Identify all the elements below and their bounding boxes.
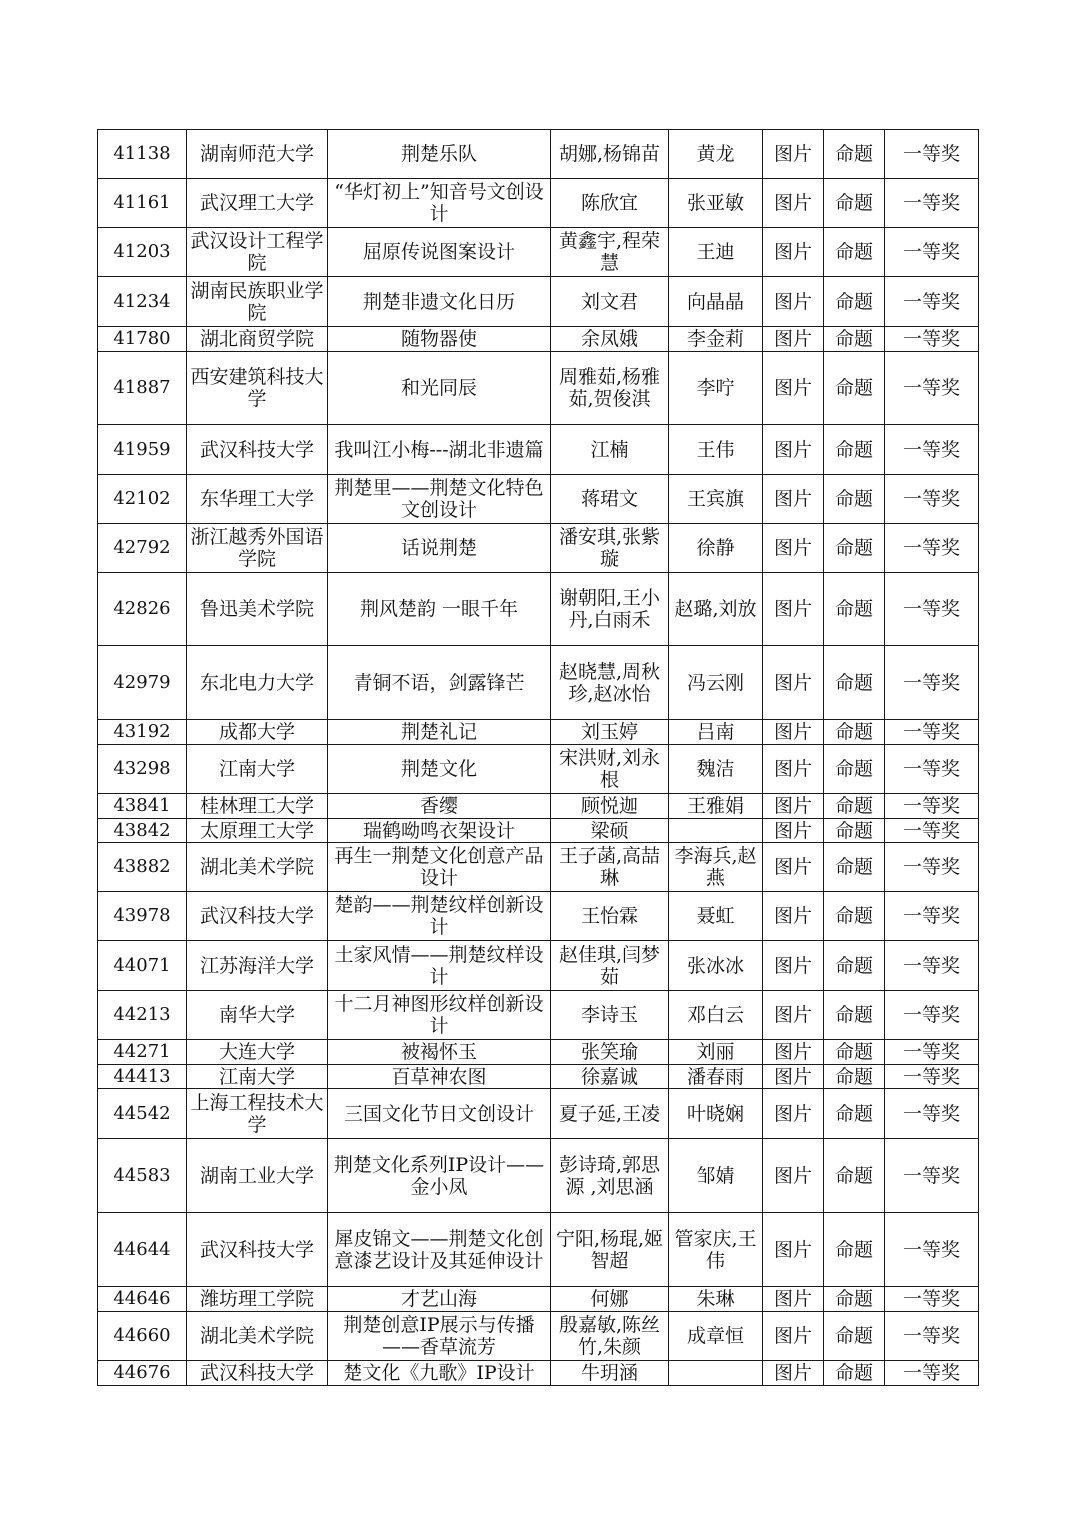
advisor-cell: [669, 1361, 763, 1386]
school-cell: 浙江越秀外国语学院: [187, 524, 328, 573]
advisor-cell: 邹婧: [669, 1139, 763, 1213]
school-cell: 上海工程技术大学: [187, 1089, 328, 1139]
table-row: [98, 819, 979, 843]
award-cell: 一等奖: [885, 228, 979, 277]
award-cell: 一等奖: [885, 1287, 979, 1312]
entry-id-cell: 43298: [98, 745, 187, 794]
table-row: [98, 228, 979, 277]
work-title-cell: 荆楚文化系列IP设计——金小凤: [328, 1139, 551, 1213]
work-title-cell: 楚韵——荆楚纹样创新设计: [328, 892, 551, 941]
authors-cell: 周雅茹,杨雅茹,贺俊淇: [551, 352, 669, 425]
authors-cell: 赵晓慧,周秋珍,赵冰怡: [551, 646, 669, 720]
entry-id-cell: 44542: [98, 1089, 187, 1139]
entry-id-cell: 44660: [98, 1312, 187, 1361]
category-cell: 命题: [824, 819, 885, 843]
authors-cell: 宁阳,杨琨,姬智超: [551, 1213, 669, 1287]
work-title-cell: 才艺山海: [328, 1287, 551, 1312]
authors-cell: 李诗玉: [551, 991, 669, 1040]
authors-cell: 彭诗琦,郭思源 ,刘思涵: [551, 1139, 669, 1213]
advisor-cell: 潘春雨: [669, 1065, 763, 1089]
category-cell: 命题: [824, 130, 885, 179]
award-cell: 一等奖: [885, 1065, 979, 1089]
format-cell: 图片: [763, 130, 824, 179]
authors-cell: 何娜: [551, 1287, 669, 1312]
award-cell: 一等奖: [885, 352, 979, 425]
school-cell: 桂林理工大学: [187, 794, 328, 819]
category-cell: 命题: [824, 892, 885, 941]
entry-id-cell: 43978: [98, 892, 187, 941]
work-title-cell: 随物器使: [328, 327, 551, 352]
table-row: [98, 1361, 979, 1386]
school-cell: 江南大学: [187, 1065, 328, 1089]
school-cell: 武汉科技大学: [187, 425, 328, 475]
entry-id-cell: 44583: [98, 1139, 187, 1213]
entry-id-cell: 41780: [98, 327, 187, 352]
entry-id-cell: 44271: [98, 1040, 187, 1065]
category-cell: 命题: [824, 941, 885, 991]
award-cell: 一等奖: [885, 475, 979, 524]
entry-id-cell: 42102: [98, 475, 187, 524]
authors-cell: 刘文君: [551, 277, 669, 327]
table-row: [98, 941, 979, 991]
authors-cell: 刘玉婷: [551, 720, 669, 745]
authors-cell: 顾悦迦: [551, 794, 669, 819]
work-title-cell: 荆楚乐队: [328, 130, 551, 179]
authors-cell: 赵佳琪,闫梦茹: [551, 941, 669, 991]
advisor-cell: 魏洁: [669, 745, 763, 794]
award-cell: 一等奖: [885, 1040, 979, 1065]
format-cell: 图片: [763, 352, 824, 425]
advisor-cell: 叶晓娴: [669, 1089, 763, 1139]
award-cell: 一等奖: [885, 1213, 979, 1287]
entry-id-cell: 41161: [98, 179, 187, 228]
table-row: [98, 1213, 979, 1287]
advisor-cell: 成章恒: [669, 1312, 763, 1361]
category-cell: 命题: [824, 524, 885, 573]
entry-id-cell: 44071: [98, 941, 187, 991]
format-cell: 图片: [763, 1361, 824, 1386]
award-cell: 一等奖: [885, 425, 979, 475]
authors-cell: 胡娜,杨锦苗: [551, 130, 669, 179]
advisor-cell: 管家庆,王伟: [669, 1213, 763, 1287]
format-cell: 图片: [763, 1065, 824, 1089]
work-title-cell: 荆楚礼记: [328, 720, 551, 745]
format-cell: 图片: [763, 941, 824, 991]
category-cell: 命题: [824, 1213, 885, 1287]
authors-cell: 陈欣宜: [551, 179, 669, 228]
authors-cell: 夏子延,王凌: [551, 1089, 669, 1139]
entry-id-cell: 41203: [98, 228, 187, 277]
table-row: [98, 179, 979, 228]
school-cell: 武汉科技大学: [187, 1213, 328, 1287]
category-cell: 命题: [824, 843, 885, 892]
school-cell: 东北电力大学: [187, 646, 328, 720]
table-body: [98, 130, 979, 1386]
work-title-cell: 楚文化《九歌》IP设计: [328, 1361, 551, 1386]
work-title-cell: 青铜不语，剑露锋芒: [328, 646, 551, 720]
award-cell: 一等奖: [885, 745, 979, 794]
category-cell: 命题: [824, 646, 885, 720]
award-cell: 一等奖: [885, 646, 979, 720]
category-cell: 命题: [824, 1065, 885, 1089]
work-title-cell: 犀皮锦文——荆楚文化创意漆艺设计及其延伸设计: [328, 1213, 551, 1287]
table-row: [98, 745, 979, 794]
work-title-cell: 荆楚非遗文化日历: [328, 277, 551, 327]
award-cell: 一等奖: [885, 327, 979, 352]
format-cell: 图片: [763, 646, 824, 720]
school-cell: 江苏海洋大学: [187, 941, 328, 991]
category-cell: 命题: [824, 228, 885, 277]
authors-cell: 谢朝阳,王小丹,白雨禾: [551, 573, 669, 646]
school-cell: 武汉设计工程学院: [187, 228, 328, 277]
category-cell: 命题: [824, 1139, 885, 1213]
school-cell: 太原理工大学: [187, 819, 328, 843]
authors-cell: 王子菡,高喆琳: [551, 843, 669, 892]
category-cell: 命题: [824, 277, 885, 327]
award-cell: 一等奖: [885, 1139, 979, 1213]
table-row: [98, 991, 979, 1040]
category-cell: 命题: [824, 1287, 885, 1312]
entry-id-cell: 42979: [98, 646, 187, 720]
format-cell: 图片: [763, 794, 824, 819]
award-cell: 一等奖: [885, 819, 979, 843]
award-cell: 一等奖: [885, 130, 979, 179]
category-cell: 命题: [824, 475, 885, 524]
format-cell: 图片: [763, 892, 824, 941]
format-cell: 图片: [763, 228, 824, 277]
authors-cell: 徐嘉诚: [551, 1065, 669, 1089]
work-title-cell: 荆风楚韵 一眼千年: [328, 573, 551, 646]
advisor-cell: 邓白云: [669, 991, 763, 1040]
award-cell: 一等奖: [885, 991, 979, 1040]
advisor-cell: 李海兵,赵燕: [669, 843, 763, 892]
entry-id-cell: 42792: [98, 524, 187, 573]
work-title-cell: 十二月神图形纹样创新设计: [328, 991, 551, 1040]
work-title-cell: 荆楚里——荆楚文化特色文创设计: [328, 475, 551, 524]
school-cell: 湖北美术学院: [187, 843, 328, 892]
school-cell: 东华理工大学: [187, 475, 328, 524]
format-cell: 图片: [763, 524, 824, 573]
entry-id-cell: 43882: [98, 843, 187, 892]
authors-cell: 江楠: [551, 425, 669, 475]
authors-cell: 牛玥涵: [551, 1361, 669, 1386]
work-title-cell: “华灯初上”知音号文创设计: [328, 179, 551, 228]
table-row: [98, 1139, 979, 1213]
table-row: [98, 524, 979, 573]
format-cell: 图片: [763, 425, 824, 475]
award-cell: 一等奖: [885, 573, 979, 646]
table-row: [98, 573, 979, 646]
entry-id-cell: 41138: [98, 130, 187, 179]
school-cell: 湖南师范大学: [187, 130, 328, 179]
school-cell: 湖北商贸学院: [187, 327, 328, 352]
table-row: [98, 425, 979, 475]
advisor-cell: 王雅娟: [669, 794, 763, 819]
category-cell: 命题: [824, 745, 885, 794]
work-title-cell: 百草神农图: [328, 1065, 551, 1089]
advisor-cell: 张亚敏: [669, 179, 763, 228]
table-row: [98, 1312, 979, 1361]
school-cell: 南华大学: [187, 991, 328, 1040]
award-cell: 一等奖: [885, 1361, 979, 1386]
category-cell: 命题: [824, 991, 885, 1040]
entry-id-cell: 44646: [98, 1287, 187, 1312]
authors-cell: 王怡霖: [551, 892, 669, 941]
award-cell: 一等奖: [885, 892, 979, 941]
entry-id-cell: 43842: [98, 819, 187, 843]
table-row: [98, 843, 979, 892]
advisor-cell: 冯云刚: [669, 646, 763, 720]
table-row: [98, 892, 979, 941]
table-row: [98, 327, 979, 352]
authors-cell: 余凤娥: [551, 327, 669, 352]
format-cell: 图片: [763, 991, 824, 1040]
entry-id-cell: 43192: [98, 720, 187, 745]
format-cell: 图片: [763, 1287, 824, 1312]
format-cell: 图片: [763, 720, 824, 745]
category-cell: 命题: [824, 352, 885, 425]
award-cell: 一等奖: [885, 720, 979, 745]
work-title-cell: 荆楚文化: [328, 745, 551, 794]
advisor-cell: 黄龙: [669, 130, 763, 179]
entry-id-cell: 44644: [98, 1213, 187, 1287]
category-cell: 命题: [824, 794, 885, 819]
format-cell: 图片: [763, 179, 824, 228]
award-cell: 一等奖: [885, 524, 979, 573]
school-cell: 潍坊理工学院: [187, 1287, 328, 1312]
format-cell: 图片: [763, 1312, 824, 1361]
advisor-cell: 朱琳: [669, 1287, 763, 1312]
work-title-cell: 再生一荆楚文化创意产品设计: [328, 843, 551, 892]
work-title-cell: 和光同辰: [328, 352, 551, 425]
category-cell: 命题: [824, 720, 885, 745]
entry-id-cell: 42826: [98, 573, 187, 646]
award-cell: 一等奖: [885, 843, 979, 892]
award-table: [97, 129, 979, 1386]
school-cell: 鲁迅美术学院: [187, 573, 328, 646]
format-cell: 图片: [763, 1213, 824, 1287]
authors-cell: 蒋珺文: [551, 475, 669, 524]
advisor-cell: 王宾旗: [669, 475, 763, 524]
category-cell: 命题: [824, 1361, 885, 1386]
format-cell: 图片: [763, 1089, 824, 1139]
entry-id-cell: 41887: [98, 352, 187, 425]
advisor-cell: 吕南: [669, 720, 763, 745]
format-cell: 图片: [763, 327, 824, 352]
table-row: [98, 794, 979, 819]
category-cell: 命题: [824, 327, 885, 352]
award-cell: 一等奖: [885, 941, 979, 991]
work-title-cell: 荆楚创意IP展示与传播——香草流芳: [328, 1312, 551, 1361]
advisor-cell: 徐静: [669, 524, 763, 573]
table-row: [98, 130, 979, 179]
award-cell: 一等奖: [885, 794, 979, 819]
format-cell: 图片: [763, 1139, 824, 1213]
category-cell: 命题: [824, 1089, 885, 1139]
format-cell: 图片: [763, 819, 824, 843]
advisor-cell: 李咛: [669, 352, 763, 425]
school-cell: 武汉理工大学: [187, 179, 328, 228]
format-cell: 图片: [763, 843, 824, 892]
work-title-cell: 香缨: [328, 794, 551, 819]
table-row: [98, 1065, 979, 1089]
advisor-cell: 赵璐,刘放: [669, 573, 763, 646]
category-cell: 命题: [824, 179, 885, 228]
table-row: [98, 1287, 979, 1312]
advisor-cell: 王迪: [669, 228, 763, 277]
school-cell: 江南大学: [187, 745, 328, 794]
format-cell: 图片: [763, 277, 824, 327]
entry-id-cell: 41959: [98, 425, 187, 475]
advisor-cell: 张冰冰: [669, 941, 763, 991]
category-cell: 命题: [824, 1040, 885, 1065]
work-title-cell: 瑞鹤呦鸣衣架设计: [328, 819, 551, 843]
category-cell: 命题: [824, 573, 885, 646]
format-cell: 图片: [763, 475, 824, 524]
format-cell: 图片: [763, 573, 824, 646]
advisor-cell: 刘丽: [669, 1040, 763, 1065]
entry-id-cell: 44413: [98, 1065, 187, 1089]
authors-cell: 梁硕: [551, 819, 669, 843]
school-cell: 湖北美术学院: [187, 1312, 328, 1361]
format-cell: 图片: [763, 1040, 824, 1065]
table-row: [98, 352, 979, 425]
authors-cell: 黄鑫宇,程荣慧: [551, 228, 669, 277]
entry-id-cell: 41234: [98, 277, 187, 327]
table-row: [98, 720, 979, 745]
advisor-cell: 李金莉: [669, 327, 763, 352]
entry-id-cell: 44676: [98, 1361, 187, 1386]
advisor-cell: [669, 819, 763, 843]
award-cell: 一等奖: [885, 179, 979, 228]
work-title-cell: 我叫江小梅---湖北非遗篇: [328, 425, 551, 475]
advisor-cell: 王伟: [669, 425, 763, 475]
school-cell: 西安建筑科技大学: [187, 352, 328, 425]
school-cell: 大连大学: [187, 1040, 328, 1065]
work-title-cell: 屈原传说图案设计: [328, 228, 551, 277]
entry-id-cell: 44213: [98, 991, 187, 1040]
award-cell: 一等奖: [885, 277, 979, 327]
advisor-cell: 向晶晶: [669, 277, 763, 327]
category-cell: 命题: [824, 1312, 885, 1361]
authors-cell: 殷嘉敏,陈丝竹,朱颜: [551, 1312, 669, 1361]
school-cell: 武汉科技大学: [187, 1361, 328, 1386]
authors-cell: 潘安琪,张紫璇: [551, 524, 669, 573]
table-row: [98, 277, 979, 327]
school-cell: 成都大学: [187, 720, 328, 745]
authors-cell: 宋洪财,刘永根: [551, 745, 669, 794]
category-cell: 命题: [824, 425, 885, 475]
table-row: [98, 475, 979, 524]
school-cell: 湖南民族职业学院: [187, 277, 328, 327]
authors-cell: 张笑瑜: [551, 1040, 669, 1065]
work-title-cell: 三国文化节日文创设计: [328, 1089, 551, 1139]
school-cell: 武汉科技大学: [187, 892, 328, 941]
table-row: [98, 1040, 979, 1065]
work-title-cell: 土家风情——荆楚纹样设计: [328, 941, 551, 991]
table-row: [98, 1089, 979, 1139]
table-row: [98, 646, 979, 720]
award-cell: 一等奖: [885, 1312, 979, 1361]
advisor-cell: 聂虹: [669, 892, 763, 941]
entry-id-cell: 43841: [98, 794, 187, 819]
format-cell: 图片: [763, 745, 824, 794]
award-cell: 一等奖: [885, 1089, 979, 1139]
work-title-cell: 话说荆楚: [328, 524, 551, 573]
work-title-cell: 被褐怀玉: [328, 1040, 551, 1065]
school-cell: 湖南工业大学: [187, 1139, 328, 1213]
